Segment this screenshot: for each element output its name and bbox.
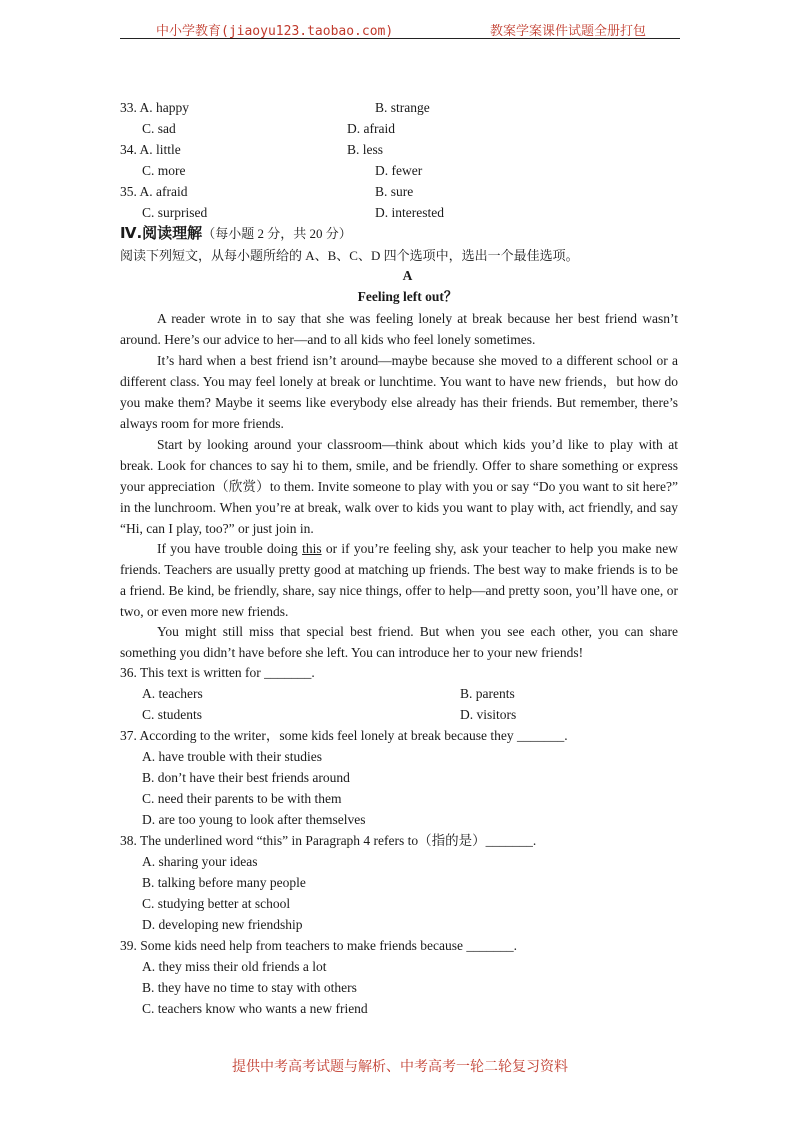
option-37a: A. have trouble with their studies [142,749,322,764]
section-note: （每小题 2 分，共 20 分） [202,226,352,241]
option-39c: C. teachers know who wants a new friend [142,1001,368,1016]
option-34d: D. fewer [375,163,423,178]
option-35a: 35. A. afraid [120,184,188,199]
passage-title: Feeling left out？ [357,289,458,304]
paragraph-4-rest: or if you’re feeling shy, ask your teacher to help you make new friends. Teachers are usually pretty good at matching up friends. The best way to make friends is to be a friend. Be kind, be friendly, share, say nice things, offer to help—and pretty soon, you’ll have one, or two, or even more new friends. [120,541,678,619]
paragraph-4-start: If you have trouble doing [157,541,303,556]
paragraph-4 [120,538,678,622]
option-35d: D. interested [375,205,444,220]
section-heading [120,223,352,244]
header-left-text: 中小学教育(jiaoyu123.taobao.com) [156,24,394,39]
question-38: 38. The underlined word “this” in Paragraph 4 refers to（指的是）_______. [120,833,537,848]
option-34a: 34. A. little [120,142,181,157]
option-35c: C. surprised [142,205,208,220]
option-35b: B. sure [375,184,414,199]
underlined-word: this [302,541,322,556]
option-33b: B. strange [375,100,430,115]
paragraph-1: A reader wrote in to say that she was feeling lonely at break because her best friend wasn’t around. Here’s our advice to her—and to all kids who feel lonely sometimes. [120,311,678,347]
option-36d: D. visitors [460,707,517,722]
option-36a: A. teachers [142,686,203,701]
page-footer: 提供中考高考试题与解析、中考高考一轮二轮复习资料 [232,1060,568,1075]
page-header [120,14,680,39]
option-39a: A. they miss their old friends a lot [142,959,327,974]
option-34b: B. less [347,142,384,157]
paragraph-3: Start by looking around your classroom—think about which kids you’d like to play with at break. Look for chances to say hi to them, smile, and be friendly. Offer to share something or express your appreciation（欣赏）to them. Invite someone to play with you or say “Do you want to sit here?” in the lunchroom. When you’re at break, walk over to kids you want to play with, act friendly, and say “Hi, can I play, too?” or just join in. [120,437,678,536]
option-37c: C. need their parents to be with them [142,791,342,806]
section-instruction: 阅读下列短文，从每小题所给的 A、B、C、D 四个选项中，选出一个最佳选项。 [120,248,579,263]
paragraph-2: It’s hard when a best friend isn’t around—maybe because she moved to a different school or a different class. You may feel lonely at break or lunchtime. You want to have new friends，but how do you make them? Maybe it seems like everybody else already has their friends. But remember, there’s always room for more friends. [120,353,678,431]
paragraph-5: You might still miss that special best friend. But when you see each other, you can share something you didn’t have before she left. You can introduce her to your new friends! [120,624,678,660]
section-title: Ⅳ.阅读理解 [120,224,203,242]
option-37d: D. are too young to look after themselves [142,812,366,827]
question-37: 37. According to the writer，some kids feel lonely at break because they _______. [120,728,568,743]
option-39b: B. they have no time to stay with others [142,980,357,995]
passage-label: A [402,268,413,283]
option-34c: C. more [142,163,186,178]
option-38d: D. developing new friendship [142,917,303,932]
option-36b: B. parents [460,686,515,701]
question-36: 36. This text is written for _______. [120,665,315,680]
option-33c: C. sad [142,121,176,136]
option-38a: A. sharing your ideas [142,854,258,869]
option-33a: 33. A. happy [120,100,189,115]
option-38c: C. studying better at school [142,896,291,911]
option-37b: B. don’t have their best friends around [142,770,350,785]
question-39: 39. Some kids need help from teachers to make friends because _______. [120,938,518,953]
option-38b: B. talking before many people [142,875,306,890]
option-36c: C. students [142,707,203,722]
header-right-text: 教案学案课件试题全册打包 [489,23,646,38]
option-33d: D. afraid [347,121,395,136]
